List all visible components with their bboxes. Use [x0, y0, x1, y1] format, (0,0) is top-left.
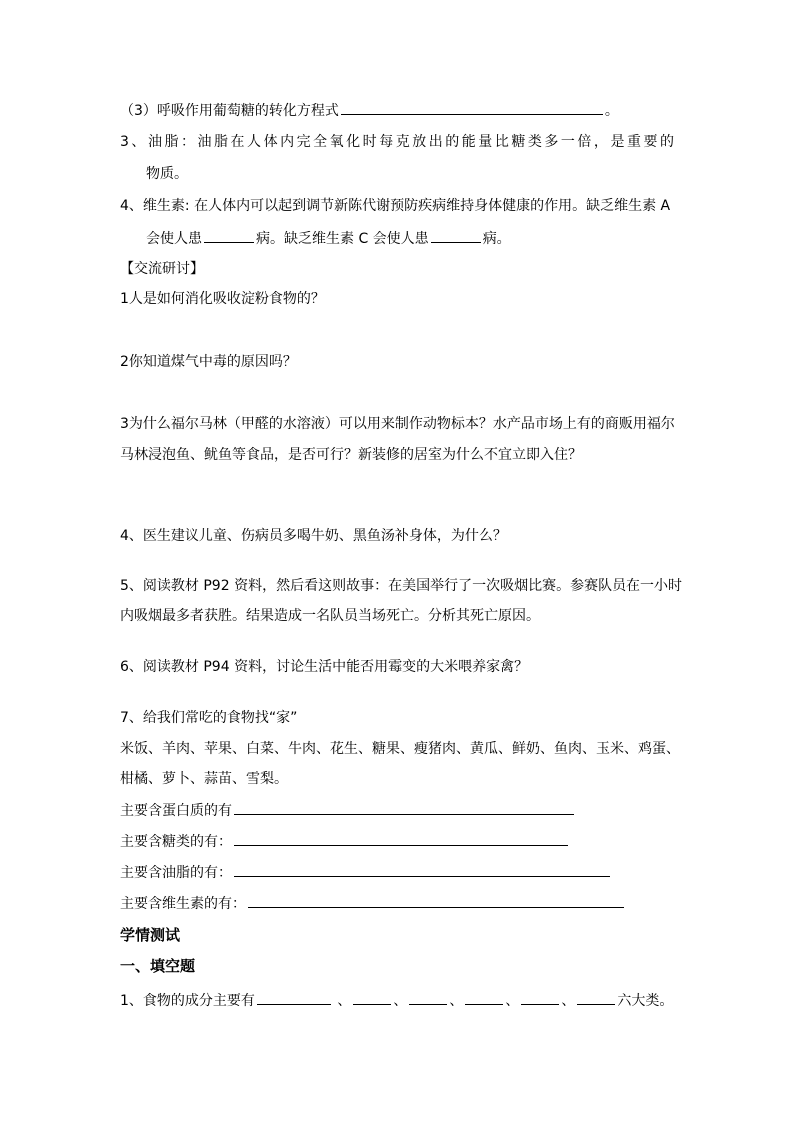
fat-label: 主要含油脂的有：	[120, 865, 232, 881]
discussion-q6: 6、阅读教材 P94 资料，讨论生活中能否用霉变的大米喂养家禽？	[120, 659, 529, 675]
protein-blank[interactable]	[234, 800, 574, 815]
foods-line1: 米饭、羊肉、苹果、白菜、牛肉、花生、糖果、瘦猪肉、黄瓜、鲜奶、鱼肉、玉米、鸡蛋、	[120, 741, 680, 757]
vitamin-label: 主要含维生素的有：	[120, 896, 246, 912]
discussion-q2: 2你知道煤气中毒的原因吗？	[120, 354, 297, 370]
test-q1	[120, 990, 673, 1011]
fat-description-line1: 3、油脂：油脂在人体内完全氧化时每克放出的能量比糖类多一倍，是重要的	[120, 134, 674, 150]
test-blank-3[interactable]	[409, 990, 447, 1005]
vitamin-a-label: 会使人患	[146, 231, 202, 247]
answer-blank[interactable]	[341, 100, 603, 115]
test-q1-label: 1、食物的成分主要有	[120, 993, 255, 1009]
protein-label: 主要含蛋白质的有	[120, 803, 232, 819]
disease-suffix: 病。	[482, 231, 511, 247]
discussion-q1: 1人是如何消化吸收淀粉食物的？	[120, 291, 325, 307]
fat-line	[120, 862, 612, 883]
separator: 、	[561, 993, 576, 1009]
vitamin-c-label: 病。缺乏维生素 C 会使人患	[256, 231, 429, 247]
foods-line2: 柑橘、萝卜、蒜苗、雪梨。	[120, 771, 288, 787]
sugar-line	[120, 831, 570, 852]
discussion-q3-line1: 3为什么福尔马林（甲醛的水溶液）可以用来制作动物标本？水产品市场上有的商贩用福尔	[120, 416, 675, 432]
sugar-label: 主要含糖类的有：	[120, 834, 232, 850]
discussion-q5-line2: 内吸烟最多者获胜。结果造成一名队员当场死亡。分析其死亡原因。	[120, 608, 540, 624]
separator: 、	[337, 993, 352, 1009]
vitamin-c-blank[interactable]	[431, 228, 481, 243]
discussion-q4: 4、医生建议儿童、伤病员多喝牛奶、黑鱼汤补身体，为什么？	[120, 528, 507, 544]
separator: 、	[449, 993, 464, 1009]
test-blank-5[interactable]	[521, 990, 559, 1005]
discussion-q7: 7、给我们常吃的食物找“家”	[120, 710, 298, 726]
test-blank-2[interactable]	[353, 990, 391, 1005]
separator: 、	[393, 993, 408, 1009]
fat-description-line2: 物质。	[146, 166, 188, 182]
respiration-label: （3）呼吸作用葡萄糖的转化方程式	[120, 103, 339, 119]
test-q1-suffix: 六大类。	[617, 993, 674, 1009]
test-blank-4[interactable]	[465, 990, 503, 1005]
discussion-heading: 【交流研讨】	[120, 261, 204, 277]
test-heading: 学情测试	[120, 926, 181, 944]
fill-in-heading: 一、填空题	[120, 957, 196, 975]
vitamin-line	[120, 893, 626, 914]
fat-blank[interactable]	[234, 862, 610, 877]
vitamin-blank[interactable]	[248, 893, 624, 908]
vitamin-description-line1: 4、维生素: 在人体内可以起到调节新陈代谢预防疾病维持身体健康的作用。缺乏维生素 A	[120, 198, 671, 214]
discussion-q3-line2: 马林浸泡鱼、鱿鱼等食品，是否可行？新装修的居室为什么不宜立即入住？	[120, 447, 582, 463]
test-blank-1[interactable]	[257, 990, 331, 1005]
vitamin-a-blank[interactable]	[204, 228, 254, 243]
test-blank-6[interactable]	[577, 990, 615, 1005]
separator: 、	[505, 993, 520, 1009]
respiration-equation-line	[120, 100, 619, 121]
protein-line	[120, 800, 576, 821]
discussion-q5-line1: 5、阅读教材 P92 资料，然后看这则故事：在美国举行了一次吸烟比赛。参赛队员在一小时	[120, 578, 683, 594]
period: 。	[604, 103, 619, 119]
vitamin-description-line2	[146, 228, 511, 249]
sugar-blank[interactable]	[234, 831, 568, 846]
